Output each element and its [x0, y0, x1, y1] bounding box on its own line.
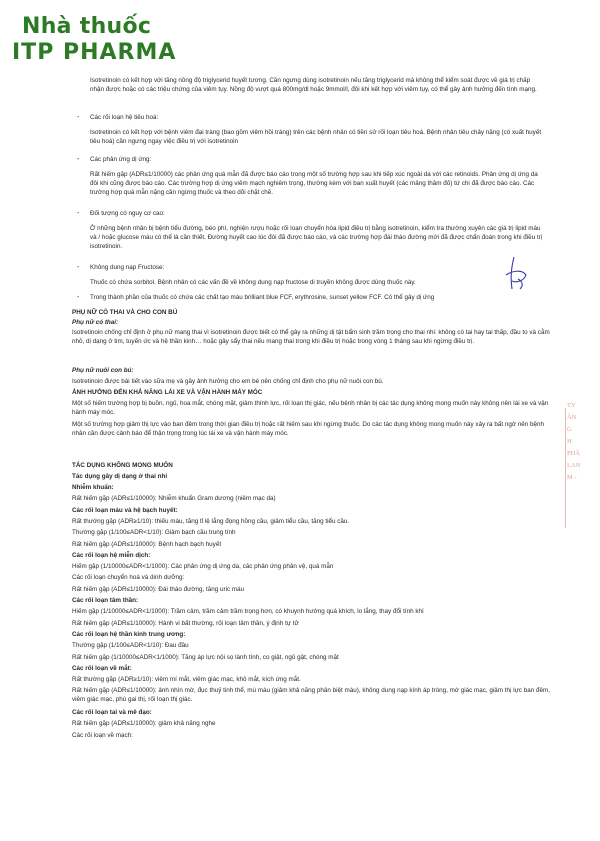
side-effect-category: Nhiễm khuẩn:	[72, 484, 114, 491]
paragraph-driving-2: Một số trường hợp giảm thị lực vào ban đêm trong thời gian điều trị hoặc rất hiếm sau khi ngừng thuốc. Do các tác dụng không mong muốn này xảy ra bất ngờ nên bệnh nhân cần được cảnh báo để thận trọng trong lúc lái xe và vận hành máy móc.	[72, 421, 544, 438]
side-effect-item: Rất hiếm gặp (ADR≤1/10000): Đái tháo đường, tăng uric máu	[72, 585, 245, 593]
subheading-pregnant: Phụ nữ có thai:	[72, 319, 119, 326]
paragraph-doi-tuong: Ở những bệnh nhân bị bệnh tiểu đường, béo phì, nghiện rượu hoặc rối loạn chuyển hóa lipid điều trị bằng isotretinoin, kiểm tra thường xuyên các giá trị lipid máu và / hoặc glucose máu có thể là cần thiết. Đường huyết cao lúc đói đã được báo cáo, và các trường hợp đái tháo đường mới đã được chẩn đoán trong khi điều trị isotretinoin.	[90, 225, 543, 251]
side-effect-item: Rất hiếm gặp (ADR≤1/10000): Nhiễm khuẩn Gram dương (niêm mạc da)	[72, 495, 276, 503]
paragraph-breastfeeding: Isotretinoin được bài tiết vào sữa mẹ và gây ảnh hưởng cho em bé nên chống chỉ định cho phụ nữ nuôi con bú.	[72, 378, 384, 385]
bullet-dash: -	[77, 264, 80, 271]
watermark-line-1: Nhà thuốc	[22, 14, 152, 39]
side-effect-category: Các rối loạn tai và mê đạo:	[72, 708, 152, 716]
heading-pregnancy: PHỤ NỮ CÓ THAI VÀ CHO CON BÚ	[72, 309, 178, 316]
side-effect-item: Các rối loạn về mạch:	[72, 731, 133, 739]
subheading-breastfeeding: Phụ nữ nuôi con bú:	[72, 367, 134, 374]
side-effect-category: Các rối loạn hệ miễn dịch:	[72, 551, 151, 559]
side-effect-category: Các rối loạn về mắt:	[72, 664, 132, 672]
side-effect-category: Các rối loạn máu và hệ bạch huyết:	[72, 506, 178, 514]
side-effect-item: Hiếm gặp (1/10000≤ADR<1/1000): Các phản ứng dị ứng da, các phản ứng phản vệ, quá mẫn	[72, 563, 334, 571]
side-effect-item: Rất hiếm gặp (1/10000≤ADR<1/1000): Tăng áp lực nội sọ lành tính, co giật, ngủ gật, chóng mặt	[72, 653, 339, 661]
paragraph-fructose: Thuốc có chứa sorbitol. Bệnh nhân có các vấn đề về không dung nạp fructose di truyền không được dùng thuốc này.	[90, 279, 416, 286]
side-effect-item: Rất hiếm gặp (ADR≤1/10000): Hành vi bất thường, rối loạn tâm thần, ý định tự tử	[72, 619, 299, 627]
paragraph-tieu-hoa: Isotretinoin có kết hợp với bệnh viêm đại tràng (bao gồm viêm hồi tràng) trên các bệnh nhân có tiền sử rối loạn tiêu hoá. Bệnh nhân tiêu chảy nặng (có xuất huyết tiêu hoá) cần ngưng ngay việc điều trị với isotretinoin	[90, 129, 542, 146]
heading-phan-ung: Các phản ứng dị ứng:	[90, 156, 152, 163]
side-effect-item: Các rối loạn chuyển hoá và dinh dưỡng:	[72, 574, 185, 582]
paragraph-triglycerid: Isotretinoin có kết hợp với tăng nồng độ triglycerid huyết tương. Cần ngưng dùng isotretinoin nếu tăng triglycerid mà không thể kiểm soát được về giá trị chấp nhận được hoặc có các triệu chứng của viêm tụy. Nồng độ vượt quá 800mg/dl hoặc 9mmol/l, đôi khi kết hợp với viêm tụy, có thể gây ảnh hưởng đến tính mạng.	[90, 77, 537, 94]
side-effect-item: Rất thường gặp (ADR≥1/10): viêm mí mắt, viêm giác mạc, khô mắt, kích ứng mắt.	[72, 676, 301, 684]
paragraph-thanh-phan: Trong thành phần của thuốc có chứa các chất tạo màu brilliant blue FCF, erythrosine, sunset yellow FCF. Có thể gây dị ứng	[90, 294, 435, 301]
stamp-seal: TY ÂN G H PHÂ LAN M -	[567, 402, 581, 481]
watermark-line-2: ITP PHARMA	[12, 40, 177, 65]
heading-fructose: Không dung nạp Fructose:	[90, 264, 165, 271]
side-effect-category: Các rối loạn tâm thần:	[72, 597, 139, 604]
paragraph-phan-ung: Rất hiếm gặp (ADR≤1/10000) các phản ứng quá mẫn đã được báo cáo trong một số trường hợp sau khi tiếp xúc ngoài da với các retinoids. Phản ứng dị ứng da đôi khi cũng được báo cáo. Các trường hợp dị ứng viêm mạch nghiêm trọng, thường kèm với ban xuất huyết (các mảng thâm đỏ) tứ chi đã được báo cáo. Các trường hợp quá mẫn nặng cần ngừng thuốc và theo dõi chặt chẽ.	[90, 171, 538, 197]
bullet-dash: -	[77, 114, 80, 121]
side-effect-item: Thường gặp (1/100≤ADR<1/10): Đau đầu	[72, 642, 189, 650]
heading-doi-tuong: Đối tượng có nguy cơ cao:	[90, 210, 165, 217]
paragraph-pregnant: Isotretinoin chống chỉ định ở phụ nữ mang thai vì isotretinoin được biết có thể gây ra những dị tật bẩm sinh trầm trọng cho thai nhi: không có tai hay tai thấp, đầu to và cằm nhỏ, dị dạng ở tim, tuyến ức và hệ thần kinh… hoặc gây sẩy thai nếu mang thai trong khi điều trị hoặc trong vòng 1 tháng sau khi ngừng điều trị.	[72, 329, 550, 346]
side-effect-item: Hiếm gặp (1/10000≤ADR<1/1000): Trầm cảm, trầm cảm trầm trọng hơn, có khuynh hướng quá khích, lo lắng, thay đổi tính khí	[72, 608, 424, 616]
paragraph-driving-1: Một số hiếm trường hợp bị buồn, ngủ, hoa mắt, chóng mặt, giảm thính lực, rối loạn thị giác, nếu bệnh nhân bị các tác dụng không mong muốn này không nên lái xe và vận hành máy móc.	[72, 400, 549, 417]
stamp-border	[565, 408, 566, 528]
heading-side-effects: TÁC DỤNG KHÔNG MONG MUỐN	[72, 462, 173, 469]
side-effect-item: Rất hiếm gặp (ADR≤1/10000): ảnh nhìn mờ, đục thuỷ tinh thể, mù màu (giảm khả năng phân biệt màu), không dung nạp kính áp tròng, mờ giác mạc, giảm thị lực ban đêm, viêm giác mạc, phù gai thị, rối loạn thị giác.	[72, 687, 550, 704]
side-effect-category: Các rối loạn hệ thần kinh trung ương:	[72, 630, 186, 638]
heading-tieu-hoa: Các rối loạn hệ tiêu hoá:	[90, 114, 159, 121]
side-effect-item: Thường gặp (1/100≤ADR<1/10): Giảm bạch cầu trung tính	[72, 529, 236, 537]
bullet-dash: -	[77, 210, 80, 217]
signature-mark	[500, 255, 530, 295]
side-effect-item: Rất hiếm gặp (ADR≤1/10000): giảm khả năng nghe	[72, 720, 216, 728]
side-effect-item: Rất thường gặp (ADR≥1/10): thiếu máu, tăng tỉ lệ lắng đọng hồng cầu, giảm tiểu cầu, tăng tiểu cầu.	[72, 517, 350, 525]
bullet-dash: -	[77, 156, 80, 163]
pharmacy-watermark	[12, 14, 176, 66]
subheading-side-effects: Tác dụng gây dị dạng ở thai nhi	[72, 473, 168, 480]
heading-driving: ẢNH HƯỞNG ĐẾN KHẢ NĂNG LÁI XE VÀ VẬN HÀNH MÁY MÓC	[72, 389, 263, 396]
bullet-dash: -	[77, 294, 80, 301]
side-effect-item: Rất hiếm gặp (ADR≤1/10000): Bệnh hạch bạch huyết	[72, 540, 222, 548]
